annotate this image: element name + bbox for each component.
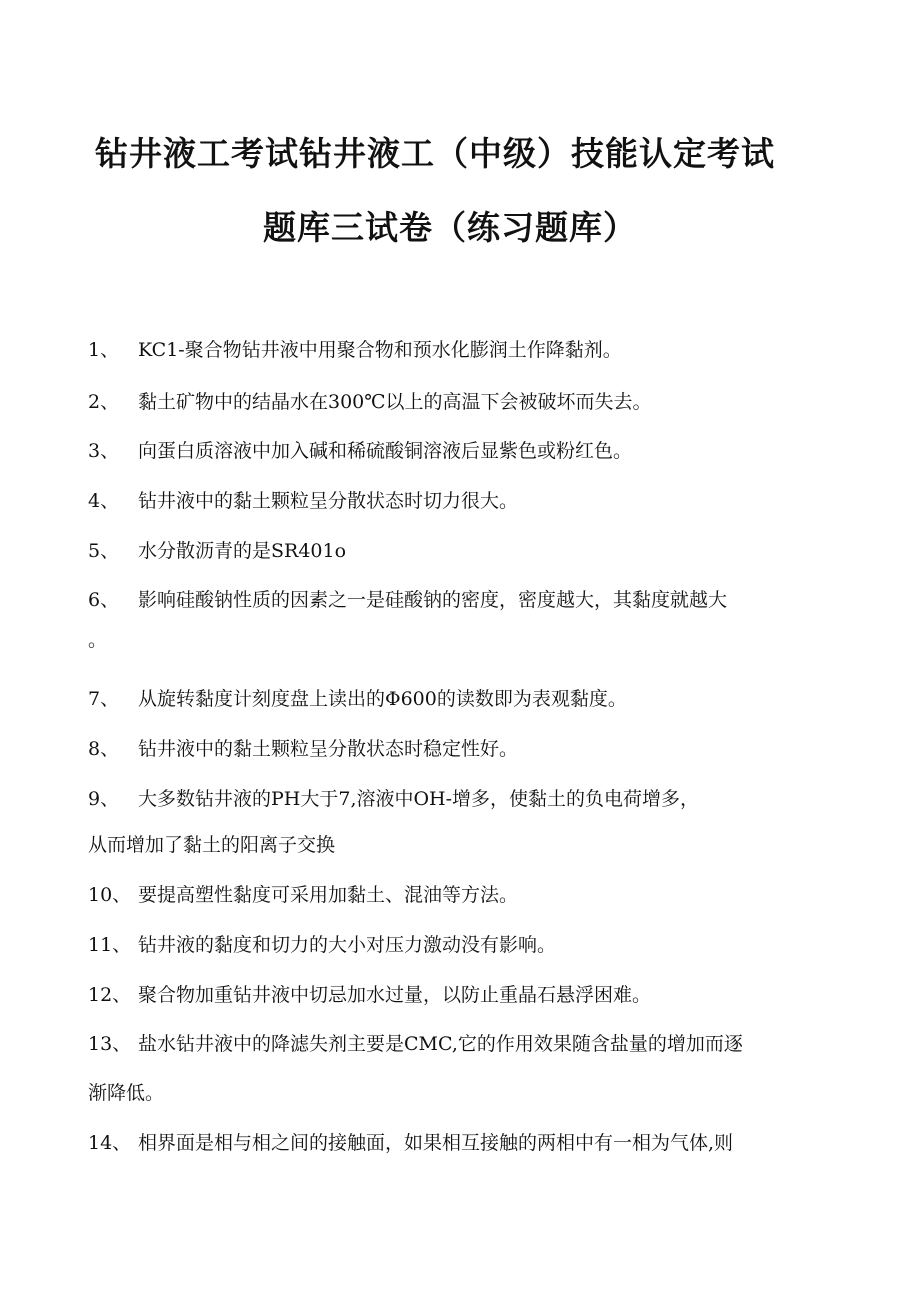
question-item [88,387,652,414]
question-text: 要提高塑性黏度可采用加黏土、混油等方法。 [138,884,519,906]
question-text: 钻井液的黏度和切力的大小对压力激动没有影响。 [138,934,557,956]
question-number: 7、 [88,688,120,710]
question-text: 钻井液中的黏土颗粒呈分散状态时稳定性好。 [138,738,519,760]
question-text: 水分散沥青的是SR401o [138,540,347,562]
question-number: 11、 [88,934,132,956]
question-item [88,784,699,811]
question-item [88,1029,743,1056]
question-item [88,1128,733,1155]
question-number: 8、 [88,738,120,760]
question-item [88,880,518,907]
question-number: 2、 [88,391,120,413]
question-number: 6、 [88,589,120,611]
question-text: 聚合物加重钻井液中切忌加水过量，以防止重晶石悬浮困难。 [138,984,652,1006]
question-item [88,536,346,563]
question-item [88,436,632,463]
document-title-line-1: 钻井液工考试钻井液工（中级）技能认定考试 [95,134,775,173]
question-number: 1、 [88,339,120,361]
question-text: 黏土矿物中的结晶水在300℃以上的高温下会被破坏而失去。 [138,391,652,413]
question-text: 钻井液中的黏土颗粒呈分散状态时切力很大。 [138,490,519,512]
question-text: 盐水钻井液中的降滤失剂主要是CMC,它的作用效果随含盐量的增加而逐 [138,1033,743,1055]
question-item [88,684,627,711]
question-number: 12、 [88,984,132,1006]
question-number: 3、 [88,440,120,462]
question-continuation: 。 [88,629,108,651]
question-text: 从旋转黏度计刻度盘上读出的Φ600的读数即为表观黏度。 [138,688,627,710]
question-item [88,486,518,513]
question-number: 13、 [88,1033,132,1055]
question-text: KC1-聚合物钻井液中用聚合物和预水化膨润土作降黏剂。 [138,339,622,361]
question-continuation: 从而增加了黏土的阳离子交换 [88,834,336,856]
question-item [88,930,556,957]
question-text: 向蛋白质溶液中加入碱和稀硫酸铜溶液后显紫色或粉红色。 [138,440,633,462]
question-number: 5、 [88,540,120,562]
question-item [88,585,727,612]
question-number: 9、 [88,788,120,810]
question-text: 大多数钻井液的PH大于7,溶液中OH-增多，使黏土的负电荷增多， [138,788,700,810]
question-number: 10、 [88,884,132,906]
question-item [88,335,622,362]
question-item [88,734,518,761]
question-text: 影响硅酸钠性质的因素之一是硅酸钠的密度，密度越大，其黏度就越大 [138,589,728,611]
question-item [88,980,651,1007]
question-number: 14、 [88,1132,132,1154]
question-text: 相界面是相与相之间的接触面，如果相互接触的两相中有一相为气体,则 [138,1132,734,1154]
question-number: 4、 [88,490,120,512]
question-continuation: 渐降低。 [88,1082,165,1104]
document-title-line-2: 题库三试卷（练习题库） [263,208,637,247]
